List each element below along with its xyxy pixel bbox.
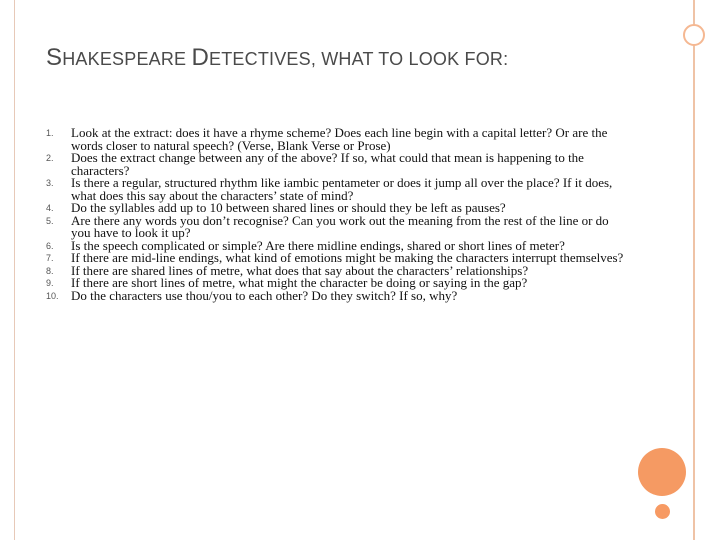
decorative-ring-icon xyxy=(683,24,705,46)
list-item xyxy=(46,287,626,303)
list-number: 1. xyxy=(46,128,54,138)
title-part: S xyxy=(46,44,63,71)
list-number: 6. xyxy=(46,240,54,251)
list-item-text: Is the speech complicated or simple? Are there midline endings, shared or short lines of meter? xyxy=(71,237,565,253)
list-number: 7. xyxy=(46,253,54,263)
slide-frame-left xyxy=(14,0,15,540)
list-item-text: If there are short lines of metre, what might the character be doing or saying in the gap? xyxy=(71,275,528,290)
list-number: 9. xyxy=(46,278,54,288)
slide-frame-right xyxy=(693,0,695,540)
list-number: 3. xyxy=(46,178,54,188)
title-part: : xyxy=(503,49,509,69)
list-item-text: Look at the extract: does it have a rhyme scheme? Does each line begin with a capital letter? Or are the words closer to natural speech? (Verse, Blank Verse or Prose) xyxy=(71,125,608,153)
list-item-text: If there are mid-line endings, what kind of emotions might be making the characters interrupt themselves? xyxy=(71,250,624,265)
title-part: D xyxy=(191,44,210,71)
list-number: 2. xyxy=(46,153,54,163)
list-number: 8. xyxy=(46,265,54,276)
title-part: ETECTIVES, WHAT TO LOOK FOR xyxy=(209,49,504,69)
numbered-list xyxy=(46,127,626,302)
list-item-text: If there are shared lines of metre, what does that say about the characters’ relationships? xyxy=(71,262,529,278)
list-item xyxy=(46,212,626,240)
list-number: 5. xyxy=(46,215,54,226)
decorative-circle-small-icon xyxy=(655,504,670,519)
list-item-text: Are there any words you don’t recognise? Can you work out the meaning from the rest of the line or do you have to look it up? xyxy=(71,212,609,240)
list-item xyxy=(46,127,626,152)
list-number: 10. xyxy=(46,290,59,301)
list-item-text: Do the characters use thou/you to each other? Do they switch? If so, why? xyxy=(71,287,458,303)
list-item xyxy=(46,152,626,177)
list-item-text: Is there a regular, structured rhythm like iambic pentameter or does it jump all over the place? If it does, what does this say about the characters’ state of mind? xyxy=(71,175,613,203)
decorative-circle-large-icon xyxy=(638,448,686,496)
list-item-text: Does the extract change between any of the above? If so, what could that mean is happening to the characters? xyxy=(71,150,584,178)
list-item-text: Do the syllables add up to 10 between shared lines or should they be left as pauses? xyxy=(71,200,506,215)
list-item xyxy=(46,177,626,202)
list-number: 4. xyxy=(46,203,54,213)
title-part: HAKESPEARE xyxy=(62,49,192,69)
slide-title xyxy=(46,38,636,79)
